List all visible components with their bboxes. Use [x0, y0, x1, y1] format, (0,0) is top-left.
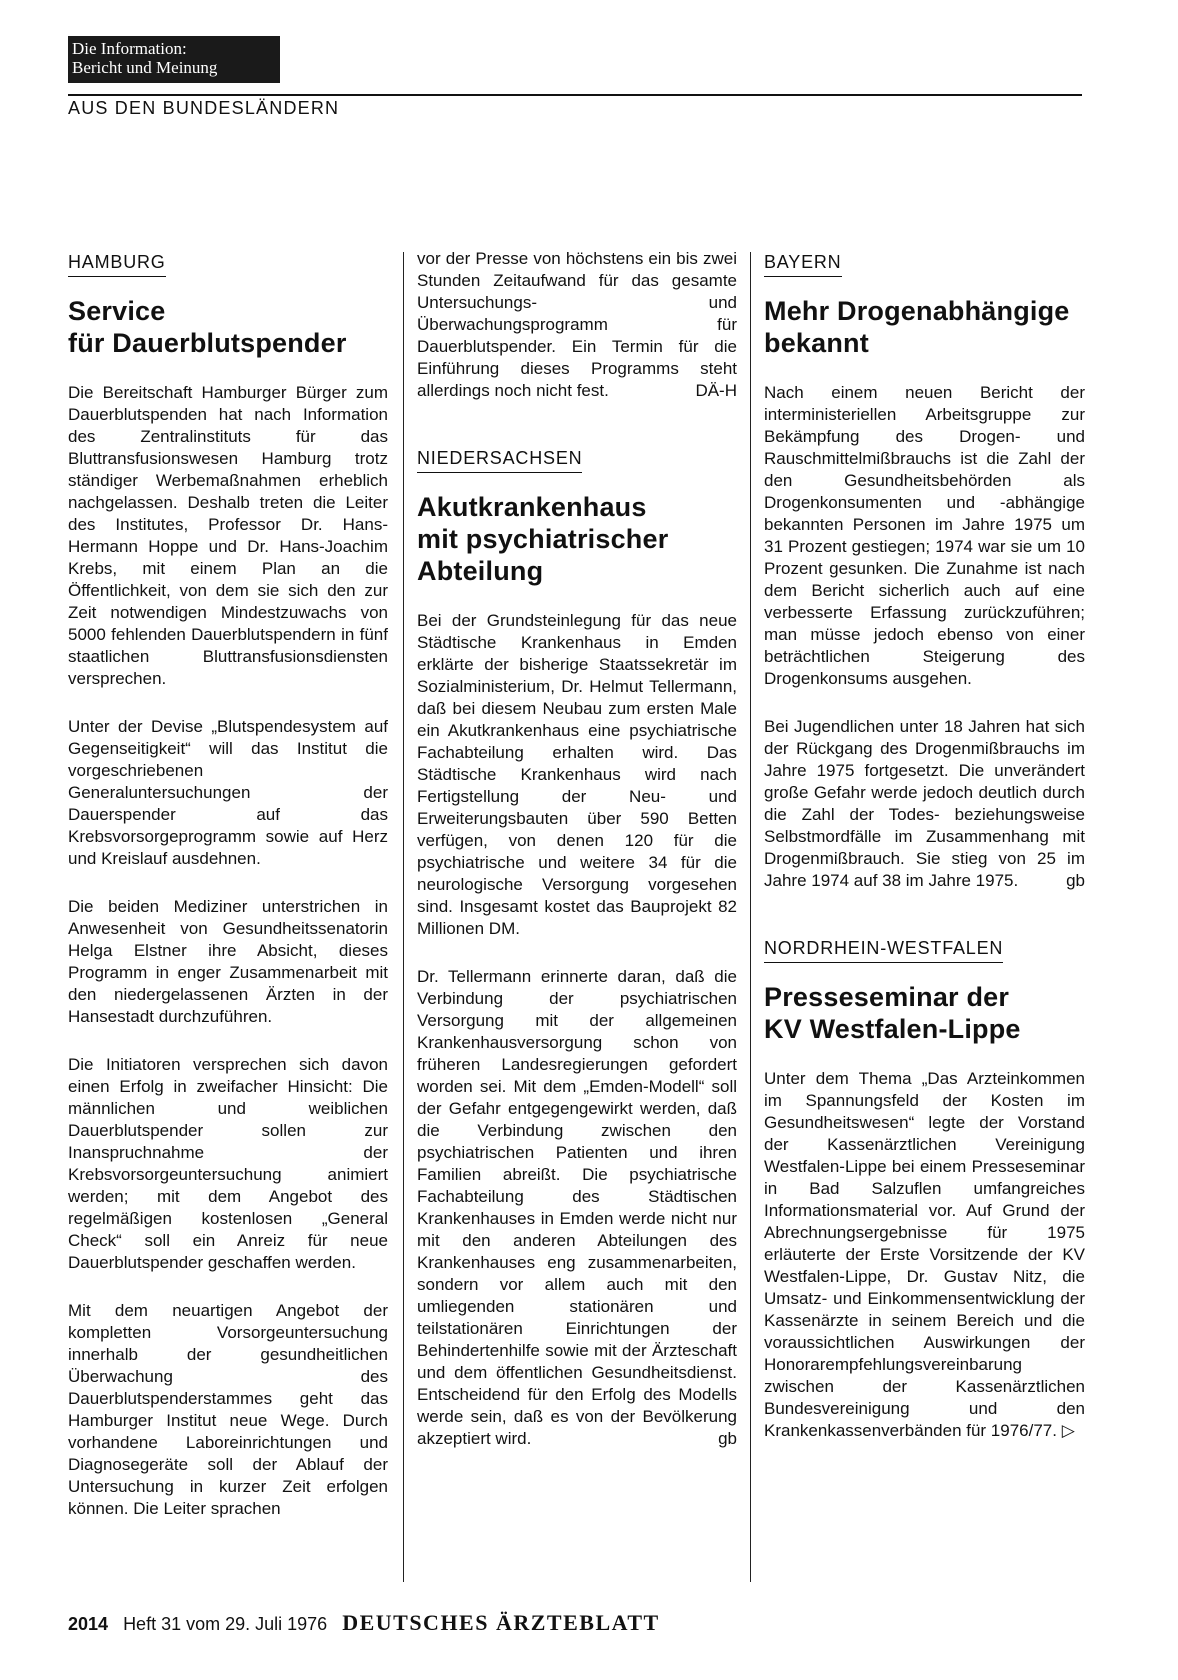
hamburg-paragraph-6: [417, 248, 737, 402]
niedersachsen-signature: gb: [718, 1429, 737, 1448]
headline-bayern-line-1: Mehr Drogenabhängige: [764, 296, 1070, 326]
continue-arrow-icon: ▷: [1061, 1421, 1075, 1440]
niedersachsen-paragraph-1: Bei der Grundsteinlegung für das neue Städtische Krankenhaus in Emden erklärte der bisherige Staatssekretär im Sozialministerium, Dr. Helmut Tellermann, daß bei diesem Neubau zum ersten Male ein Akutkrankenhaus eine psychiatrische Fachabteilung erhalten wird. Das Städtische Krankenhaus wird nach Fertigstellung der Neu- und Erweiterungsbauten über 590 Betten verfügen, von denen 120 für die psychiatrische und weitere 34 für die neurologische Versorgung vorgesehen sind. Insgesamt kostet das Bauprojekt 82 Millionen DM.: [417, 611, 737, 938]
region-label-nrw: NORDRHEIN-WESTFALEN: [764, 938, 1003, 963]
hamburg-paragraph-6-text: vor der Presse von höchstens ein bis zwei Stunden Zeitaufwand für das gesamte Untersuchungs- und Überwachungsprogramm für Dauerblutspender. Ein Termin für die Einführung dieses Programms steht allerdings noch nicht fest.: [417, 249, 737, 400]
headline-hamburg-line-1: Service: [68, 296, 166, 326]
region-label-hamburg: HAMBURG: [68, 252, 166, 277]
headline-nrw-line-2: KV Westfalen-Lippe: [764, 1014, 1021, 1044]
hamburg-paragraph-5: Mit dem neuartigen Angebot der kompletten Vorsorgeuntersuchung innerhalb der gesundheitlichen Überwachung des Dauerblutspenderstammes geht das Hamburger Institut neue Wege. Durch vorhandene Laboreinrichtungen und Diagnosegeräte soll der Ablauf der Untersuchung in kurzer Zeit erfolgen können. Die Leiter sprachen: [68, 1301, 388, 1518]
headline-bayern: [764, 295, 1085, 359]
niedersachsen-paragraph-2-text: Dr. Tellermann erinnerte daran, daß die Verbindung der psychiatrischen Versorgung mit der allgemeinen Krankenhausversorgung schon von früheren Landesregierungen gefordert worden sei. Mit dem „Emden-Modell“ soll der Gefahr entgegengewirkt werden, daß die Verbindung zwischen den psychiatrischen Patienten und ihren Familien abreißt. Die psychiatrische Fachabteilung des Städtischen Krankenhauses in Emden werde nicht nur mit den anderen Abteilungen des Krankenhauses eng zusammenarbeiten, sondern vor allem auch mit den umliegenden stationären und teilstationären Einrichtungen der Behindertenhilfe sowie mit der Ärzteschaft und dem öffentlichen Gesundheitsdienst. Entscheidend für den Erfolg des Modells werde sein, daß es von der Bevölkerung akzeptiert wird.: [417, 967, 737, 1448]
top-rule: [68, 94, 1082, 96]
nrw-paragraph-1: [764, 1068, 1085, 1442]
headline-nrw: [764, 981, 1085, 1045]
bayern-paragraph-2-text: Bei Jugendlichen unter 18 Jahren hat sich der Rückgang des Drogenmißbrauchs im Jahre 1975 fortgesetzt. Die unverändert große Gefahr werde jedoch deutlich durch die Zahl der Todes- beziehungsweise Selbstmordfälle im Zusammenhang mit Drogenmißbrauch. Sie stieg von 25 im Jahre 1974 auf 38 im Jahre 1975.: [764, 717, 1085, 890]
hamburg-paragraph-4: Die Initiatoren versprechen sich davon einen Erfolg in zweifacher Hinsicht: Die männlichen und weiblichen Dauerblutspender sollen zur Inanspruchnahme der Krebsvorsorgeuntersuchung animiert werden; mit dem Angebot des regelmäßigen kostenlosen „General Check“ soll ein Anreiz für neue Dauerblutspender geschaffen werden.: [68, 1055, 388, 1272]
headline-nrw-line-1: Presseseminar der: [764, 982, 1010, 1012]
journal-name: DEUTSCHES ÄRZTEBLATT: [342, 1610, 660, 1635]
hamburg-paragraph-1: Die Bereitschaft Hamburger Bürger zum Dauerblutspenden hat nach Information des Zentralinstituts für das Bluttransfusionswesen Hamburg trotz ständiger Werbemaßnahmen erheblich nachgelassen. Deshalb treten die Leiter des Institutes, Professor Dr. Hans-Hermann Hoppe und Dr. Hans-Joachim Krebs, mit einem Plan an die Öffentlichkeit, von dem sie sich den zur Zeit notwendigen Mindestzuwachs von 5000 fehlenden Dauerblutspendern in fünf staatlichen Bluttransfusionsdiensten versprechen.: [68, 383, 388, 688]
column-divider-1: [403, 252, 404, 1582]
hamburg-signature: DÄ-H: [695, 381, 737, 400]
headline-niedersachsen-line-1: Akutkrankenhaus: [417, 492, 647, 522]
headline-niedersachsen-line-3: Abteilung: [417, 556, 544, 586]
headline-hamburg-line-2: für Dauerblutspender: [68, 328, 347, 358]
column-2: [417, 248, 737, 1470]
rubric-line-1: Die Information:: [72, 39, 187, 58]
rubric-line-2: Bericht und Meinung: [72, 58, 218, 77]
hamburg-paragraph-3: Die beiden Mediziner unterstrichen in Anwesenheit von Gesundheitssenatorin Helga Elstner ihre Absicht, dieses Programm in enger Zusammenarbeit mit den niedergelassenen Ärzten in der Hansestadt durchzuführen.: [68, 897, 388, 1026]
column-divider-2: [750, 252, 751, 1582]
rubric-box: [68, 36, 280, 83]
region-label-niedersachsen: NIEDERSACHSEN: [417, 448, 582, 473]
section-label: AUS DEN BUNDESLÄNDERN: [68, 98, 340, 118]
headline-niedersachsen: [417, 491, 737, 587]
niedersachsen-paragraph-2: [417, 966, 737, 1450]
hamburg-paragraph-2: Unter der Devise „Blutspendesystem auf Gegenseitigkeit“ will das Institut die vorgeschriebenen Generaluntersuchungen der Dauerspender auf das Krebsvorsorgeprogramm sowie auf Herz und Kreislauf ausdehnen.: [68, 717, 388, 868]
headline-niedersachsen-line-2: mit psychiatrischer: [417, 524, 669, 554]
bayern-paragraph-2: [764, 716, 1085, 892]
issue-info: Heft 31 vom 29. Juli 1976: [123, 1614, 328, 1634]
headline-bayern-line-2: bekannt: [764, 328, 869, 358]
bayern-paragraph-1: Nach einem neuen Bericht der interministeriellen Arbeitsgruppe zur Bekämpfung des Drogen- und Rauschmittelmißbrauchs ist die Zahl der den Gesundheitsbehörden als Drogenkonsumenten und -abhängige bekannten Personen im Jahre 1975 um 31 Prozent gestiegen; 1974 war sie um 10 Prozent gesunken. Die Zunahme ist nach dem Bericht sicherlich auch auf eine verbesserte Erfassung zurückzuführen; man müsse jedoch ebenso von einer beträchtlichen Steigerung des Drogenkonsums ausgehen.: [764, 383, 1085, 688]
page-number: 2014: [68, 1614, 109, 1634]
region-label-bayern: BAYERN: [764, 252, 842, 277]
page-footer: [68, 1610, 660, 1636]
column-1: [68, 252, 388, 1540]
nrw-paragraph-1-text: Unter dem Thema „Das Arzteinkommen im Spannungsfeld der Kosten im Gesundheitswesen“ legte der Vorstand der Kassenärztlichen Vereinigung Westfalen-Lippe bei einem Presseseminar in Bad Salzuflen umfangreiches Informationsmaterial vor. Auf Grund der Abrechnungsergebnisse für 1975 erläuterte der Erste Vorsitzende der KV Westfalen-Lippe, Dr. Gustav Nitz, die Umsatz- und Einkommensentwicklung der Kassenärzte in seinem Bereich und die voraussichtlichen Auswirkungen der Honorarempfehlungsvereinbarung zwischen der Kassenärztlichen Bundesvereinigung und den Krankenkassenverbänden für 1976/77.: [764, 1069, 1085, 1440]
bayern-signature: gb: [1066, 871, 1085, 890]
headline-hamburg: [68, 295, 388, 359]
column-3: [764, 252, 1085, 1462]
